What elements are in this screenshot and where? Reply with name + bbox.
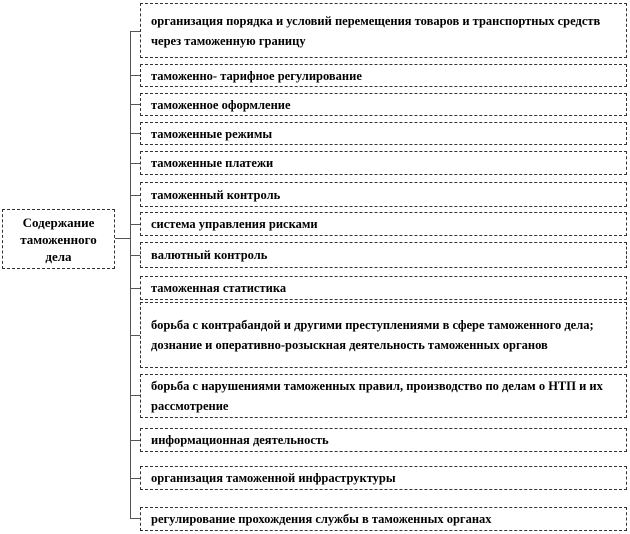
- item-box-12: [140, 428, 627, 452]
- item-label: борьба с нарушениями таможенных правил, производство по делам о НТП и их рассмотрение: [151, 379, 603, 413]
- branch-connector: [130, 255, 140, 256]
- item-box-11: [140, 374, 627, 418]
- branch-connector: [130, 31, 140, 32]
- branch-connector: [130, 288, 140, 289]
- branch-connector: [130, 104, 140, 105]
- item-label: таможенно- тарифное регулирование: [151, 68, 362, 83]
- root-label: Содержание таможенного дела: [20, 214, 97, 264]
- branch-connector: [130, 335, 140, 336]
- item-label: таможенное оформление: [151, 97, 291, 112]
- branch-connector: [130, 195, 140, 196]
- branch-connector: [130, 224, 140, 225]
- item-label: организация порядка и условий перемещения товаров и транспортных средств через таможенную границу: [151, 13, 601, 48]
- item-box-8: [140, 242, 627, 268]
- item-box-2: [140, 64, 627, 87]
- root-box: [2, 209, 115, 269]
- branch-connector: [130, 478, 140, 479]
- item-label: валютный контроль: [151, 248, 268, 262]
- item-box-10: [140, 302, 627, 368]
- item-box-4: [140, 122, 627, 145]
- item-box-5: [140, 151, 627, 175]
- branch-connector: [130, 75, 140, 76]
- item-box-7: [140, 212, 627, 236]
- item-label: таможенные режимы: [151, 126, 273, 141]
- item-box-3: [140, 93, 627, 116]
- item-label: регулирование прохождения службы в таможенных органах: [151, 512, 492, 526]
- item-label: система управления рисками: [151, 217, 318, 231]
- item-label: таможенный контроль: [151, 187, 281, 202]
- branch-connector: [130, 163, 140, 164]
- item-box-13: [140, 466, 627, 490]
- branch-connector: [130, 518, 140, 519]
- item-box-1: [140, 3, 627, 58]
- item-box-6: [140, 182, 627, 207]
- item-label: организация таможенной инфраструктуры: [151, 471, 396, 485]
- branch-connector: [130, 395, 140, 396]
- item-label: таможенные платежи: [151, 156, 274, 170]
- item-label: борьба с контрабандой и другими преступлениями в сфере таможенного дела; дознание и оперативно-розыскная деятельность таможенных органов: [151, 318, 594, 352]
- branch-connector: [130, 440, 140, 441]
- branch-connector: [130, 133, 140, 134]
- item-label: информационная деятельность: [151, 433, 329, 447]
- item-box-9: [140, 276, 627, 300]
- item-box-14: [140, 507, 627, 531]
- item-label: таможенная статистика: [151, 281, 287, 295]
- root-connector: [115, 238, 130, 239]
